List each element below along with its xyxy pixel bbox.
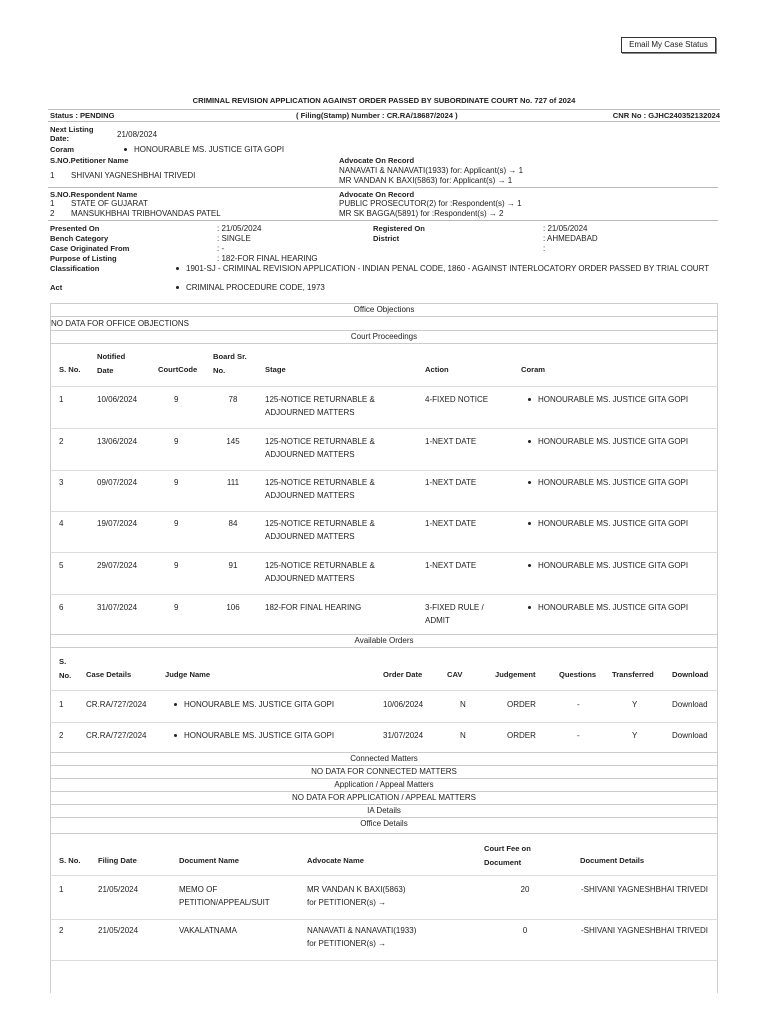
- bullet-icon: [176, 267, 179, 270]
- bullet-icon: [528, 522, 531, 525]
- bullet-icon: [176, 286, 179, 289]
- row-coram: HONOURABLE MS. JUSTICE GITA GOPI: [528, 476, 688, 489]
- office-row-details: -SHIVANI YAGNESHBHAI TRIVEDI: [581, 926, 708, 935]
- row-court-code: 9: [174, 561, 179, 570]
- respondent-header: S.NO.Respondent Name: [50, 190, 138, 199]
- row-board-no: 78: [228, 395, 238, 404]
- row-court-code: 9: [174, 603, 179, 612]
- office-row-fee: 0: [522, 926, 528, 935]
- office-row-fee: 20: [520, 885, 530, 894]
- row-notified-date: 13/06/2024: [97, 437, 138, 446]
- row-coram: HONOURABLE MS. JUSTICE GITA GOPI: [528, 517, 688, 530]
- col-cav: CAV: [447, 670, 463, 679]
- order-row-judgement: ORDER: [507, 731, 536, 740]
- col-action: Action: [425, 365, 449, 374]
- col-office-sno: S. No.: [59, 856, 81, 865]
- col-board-no: Board Sr. No.: [213, 352, 247, 375]
- row-coram: HONOURABLE MS. JUSTICE GITA GOPI: [528, 393, 688, 406]
- petitioner-row: 1 SHIVANI YAGNESHBHAI TRIVEDI: [50, 171, 196, 180]
- row-action: 3-FIXED RULE / ADMIT: [425, 603, 484, 625]
- col-order-sno: S. No.: [59, 657, 72, 680]
- filing-number: ( Filing(Stamp) Number : CR.RA/18687/2024 ): [296, 111, 458, 120]
- row-court-code: 9: [174, 519, 179, 528]
- bullet-icon: [528, 564, 531, 567]
- row-action: 1-NEXT DATE: [425, 437, 477, 446]
- row-board-no: 111: [226, 478, 240, 487]
- row-stage: 125-NOTICE RETURNABLE & ADJOURNED MATTERS: [265, 519, 375, 541]
- row-court-code: 9: [174, 437, 179, 446]
- col-order-date: Order Date: [383, 670, 423, 679]
- order-row-case: CR.RA/727/2024: [86, 731, 147, 740]
- col-notified-date: Notified Date: [97, 352, 126, 375]
- row-board-no: 145: [226, 437, 240, 446]
- office-row-advocate: NANAVATI & NANAVATI(1933) for PETITIONER(s) →: [307, 926, 417, 948]
- order-row-sno: 2: [59, 731, 64, 740]
- order-row-date: 31/07/2024: [383, 731, 424, 740]
- office-row-sno: 2: [59, 926, 64, 935]
- respondent-advocate-header: Advocate On Record: [339, 190, 415, 199]
- order-row-judge: HONOURABLE MS. JUSTICE GITA GOPI: [174, 729, 334, 742]
- download-link[interactable]: Download: [672, 731, 708, 740]
- misc-sections: [50, 752, 718, 834]
- col-courtcode: CourtCode: [158, 365, 198, 374]
- table-row: [59, 517, 63, 530]
- petitioner-advocate-header: Advocate On Record: [339, 156, 415, 165]
- row-board-no: 91: [228, 561, 238, 570]
- details-labels-right: Registered On District: [373, 224, 425, 243]
- petitioner-header: S.NO.Petitioner Name: [50, 156, 129, 165]
- row-court-code: 9: [174, 478, 179, 487]
- row-stage: 182-FOR FINAL HEARING: [265, 603, 362, 612]
- table-row: [59, 393, 63, 406]
- row-stage: 125-NOTICE RETURNABLE & ADJOURNED MATTERS: [265, 395, 375, 417]
- row-sno: 2: [59, 437, 64, 446]
- office-row-document: VAKALATNAMA: [179, 926, 237, 935]
- col-questions: Questions: [559, 670, 597, 679]
- col-court-fee: Court Fee on Document: [484, 844, 531, 867]
- case-status: Status : PENDING: [50, 111, 115, 120]
- row-coram: HONOURABLE MS. JUSTICE GITA GOPI: [528, 601, 688, 614]
- col-document-details: Document Details: [580, 856, 645, 865]
- order-row-cav: N: [460, 731, 466, 740]
- row-board-no: 106: [226, 603, 240, 612]
- office-objections-section: [50, 303, 718, 331]
- row-action: 1-NEXT DATE: [425, 519, 477, 528]
- cnr-number: CNR No : GJHC240352132024: [612, 111, 720, 120]
- details-labels-left: Presented On Bench Category Case Originated From Purpose of Listing Classification: [50, 224, 130, 273]
- details-values-right: : 21/05/2024 : AHMEDABAD :: [543, 224, 598, 253]
- connected-matters-header: Connected Matters: [51, 753, 717, 766]
- row-stage: 125-NOTICE RETURNABLE & ADJOURNED MATTERS: [265, 437, 375, 459]
- table-row: [59, 559, 63, 572]
- order-row-cav: N: [460, 700, 466, 709]
- office-objections-empty: NO DATA FOR OFFICE OBJECTIONS: [51, 319, 189, 328]
- office-row-document: MEMO OF PETITION/APPEAL/SUIT: [179, 885, 270, 907]
- row-coram: HONOURABLE MS. JUSTICE GITA GOPI: [528, 559, 688, 572]
- order-row-judge: HONOURABLE MS. JUSTICE GITA GOPI: [174, 698, 334, 711]
- office-row-filing-date: 21/05/2024: [98, 926, 139, 935]
- status-bar: [48, 109, 720, 122]
- email-case-status-button[interactable]: Email My Case Status: [621, 37, 716, 53]
- row-sno: 4: [59, 519, 64, 528]
- respondent-advocates: PUBLIC PROSECUTOR(2) for :Respondent(s) → 1 MR SK BAGGA(5891) for :Respondent(s) → 2: [339, 199, 522, 218]
- col-coram: Coram: [521, 365, 546, 374]
- case-title: CRIMINAL REVISION APPLICATION AGAINST ORDER PASSED BY SUBORDINATE COURT No. 727 of 2024: [192, 96, 576, 105]
- row-board-no: 84: [228, 519, 238, 528]
- act-label: Act: [50, 283, 63, 292]
- office-row-details: -SHIVANI YAGNESHBHAI TRIVEDI: [581, 885, 708, 894]
- bullet-icon: [528, 481, 531, 484]
- order-row-questions: -: [577, 731, 580, 740]
- coram-label: Coram: [50, 145, 75, 154]
- office-row-filing-date: 21/05/2024: [98, 885, 139, 894]
- col-judge-name: Judge Name: [165, 670, 211, 679]
- order-row-transferred: Y: [632, 731, 638, 740]
- office-objections-header: Office Objections: [51, 304, 717, 317]
- row-stage: 125-NOTICE RETURNABLE & ADJOURNED MATTERS: [265, 561, 375, 583]
- appeal-matters-empty: NO DATA FOR APPLICATION / APPEAL MATTERS: [51, 792, 717, 805]
- coram-value: HONOURABLE MS. JUSTICE GITA GOPI: [124, 145, 284, 154]
- order-row-judgement: ORDER: [507, 700, 536, 709]
- download-link[interactable]: Download: [672, 700, 708, 709]
- order-row-date: 10/06/2024: [383, 700, 424, 709]
- row-court-code: 9: [174, 395, 179, 404]
- row-notified-date: 09/07/2024: [97, 478, 138, 487]
- row-stage: 125-NOTICE RETURNABLE & ADJOURNED MATTERS: [265, 478, 375, 500]
- col-judgement: Judgement: [495, 670, 536, 679]
- col-case-details: Case Details: [86, 670, 132, 679]
- next-listing-label: Next Listing Date:: [50, 125, 94, 143]
- row-action: 4-FIXED NOTICE: [425, 395, 489, 404]
- court-proceedings-header: Court Proceedings: [51, 331, 717, 344]
- next-listing-date: 21/08/2024: [117, 130, 158, 139]
- col-advocate-name: Advocate Name: [307, 856, 364, 865]
- row-sno: 5: [59, 561, 64, 570]
- bullet-icon: [528, 606, 531, 609]
- row-coram: HONOURABLE MS. JUSTICE GITA GOPI: [528, 435, 688, 448]
- bullet-icon: [528, 440, 531, 443]
- table-row: [59, 601, 63, 614]
- petitioner-advocates: NANAVATI & NANAVATI(1933) for: Applicant(s) → 1 MR VANDAN K BAXI(5863) for: Applicant(s) → 1: [339, 166, 524, 185]
- details-values-left: : 21/05/2024 : SINGLE : - : 182-FOR FINAL HEARING: [217, 224, 318, 263]
- office-row-advocate: MR VANDAN K BAXI(5863) for PETITIONER(s) →: [307, 885, 406, 907]
- col-sno: S. No.: [59, 365, 81, 374]
- row-notified-date: 19/07/2024: [97, 519, 138, 528]
- office-row-sno: 1: [59, 885, 64, 894]
- bullet-icon: [174, 734, 177, 737]
- col-download: Download: [672, 670, 709, 679]
- table-row: [59, 476, 63, 489]
- order-row-questions: -: [577, 700, 580, 709]
- ia-details-header: IA Details: [51, 805, 717, 818]
- classification-value: 1901-SJ - CRIMINAL REVISION APPLICATION - INDIAN PENAL CODE, 1860 - AGAINST INTERLOCATORY ORDER PASSED BY TRIAL COURT: [176, 264, 709, 273]
- office-details-header: Office Details: [360, 819, 408, 828]
- col-filing-date: Filing Date: [98, 856, 137, 865]
- row-sno: 6: [59, 603, 64, 612]
- respondent-rows: 1 STATE OF GUJARAT 2 MANSUKHBHAI TRIBHOVANDAS PATEL: [50, 199, 221, 218]
- bullet-icon: [528, 398, 531, 401]
- row-sno: 1: [59, 395, 64, 404]
- order-row-transferred: Y: [632, 700, 638, 709]
- order-row-sno: 1: [59, 700, 64, 709]
- col-stage: Stage: [265, 365, 286, 374]
- bullet-icon: [174, 703, 177, 706]
- table-row: [59, 435, 63, 448]
- row-notified-date: 31/07/2024: [97, 603, 138, 612]
- row-action: 1-NEXT DATE: [425, 478, 477, 487]
- bullet-icon: [124, 148, 127, 151]
- act-value: CRIMINAL PROCEDURE CODE, 1973: [176, 283, 325, 292]
- available-orders-header: Available Orders: [51, 635, 717, 648]
- appeal-matters-header: Application / Appeal Matters: [51, 779, 717, 792]
- row-notified-date: 10/06/2024: [97, 395, 138, 404]
- col-transferred: Transferred: [612, 670, 654, 679]
- row-sno: 3: [59, 478, 64, 487]
- order-row-case: CR.RA/727/2024: [86, 700, 147, 709]
- row-action: 1-NEXT DATE: [425, 561, 477, 570]
- col-document-name: Document Name: [179, 856, 239, 865]
- row-notified-date: 29/07/2024: [97, 561, 138, 570]
- connected-matters-empty: NO DATA FOR CONNECTED MATTERS: [51, 766, 717, 779]
